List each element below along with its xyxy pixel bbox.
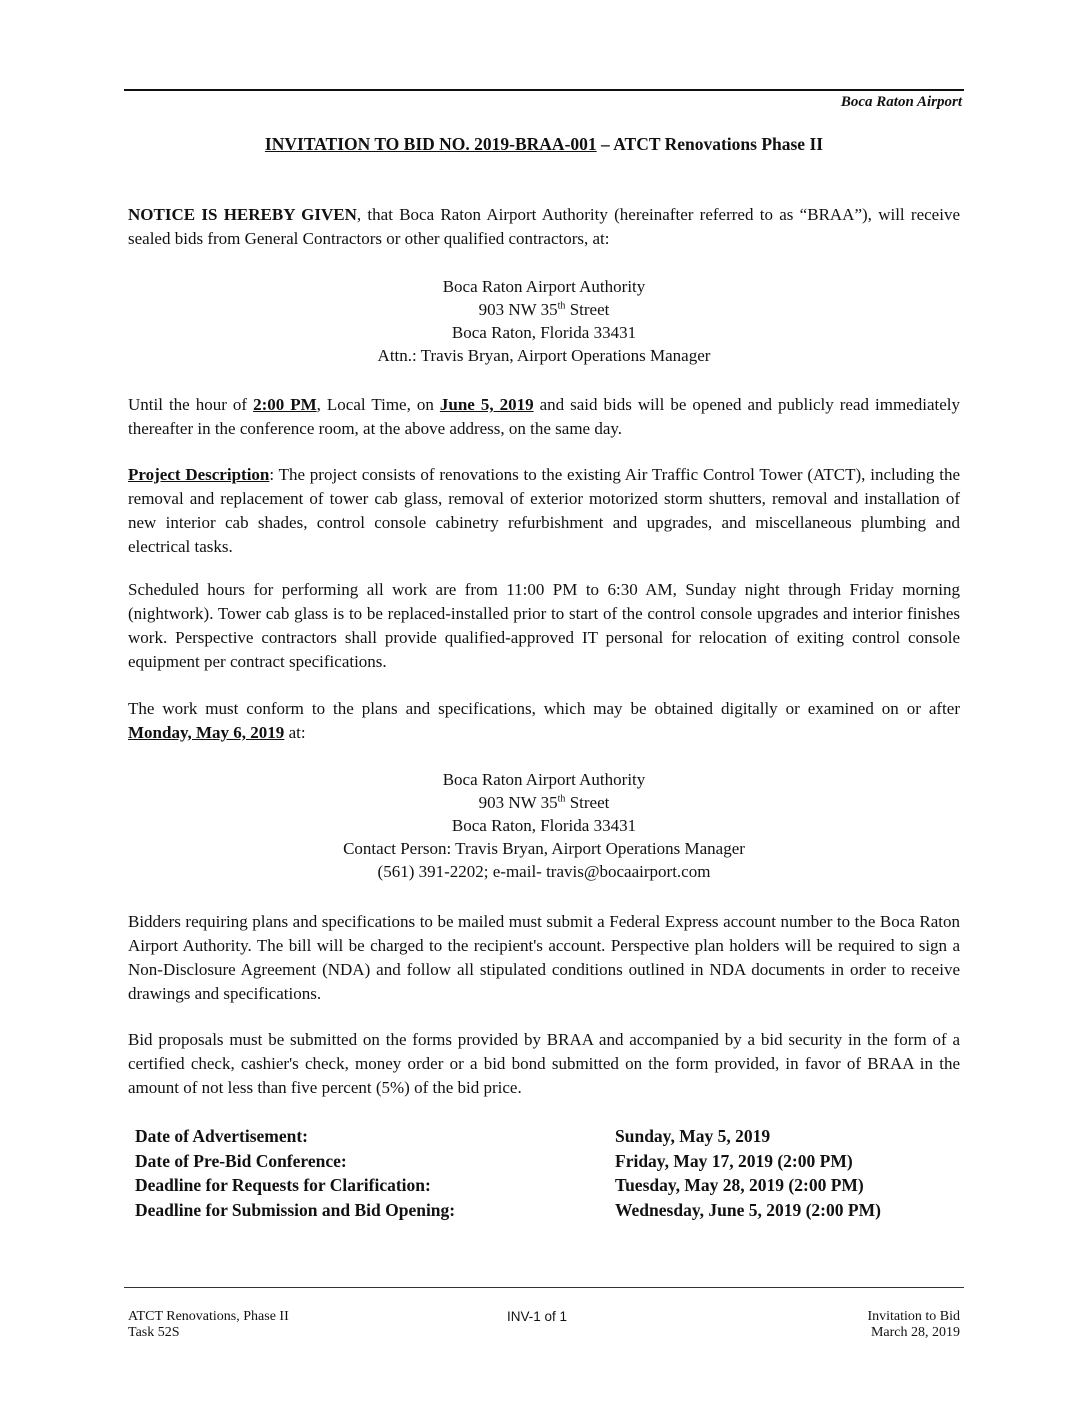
header-rule [124,89,964,91]
key-date-row [135,1173,881,1198]
key-date-label: Deadline for Submission and Bid Opening: [135,1199,456,1220]
address-attn: Attn.: Travis Bryan, Airport Operations Manager [377,346,711,365]
project-description-paragraph [128,463,960,559]
address-block-1 [0,275,1088,367]
key-date-label: Date of Advertisement: [135,1126,309,1146]
bid-time: 2:00 PM [253,395,317,414]
plans-available-date: Monday, May 6, 2019 [128,723,285,742]
key-date-value: Sunday, May 5, 2019 [615,1126,771,1146]
address-street [0,791,1088,814]
until-text-2: , Local Time, on [316,395,440,414]
project-description-text: : The project consists of renovations to the existing Air Traffic Control Tower (ATCT), including the removal and replacement of tower cab glass, removal of exterior motorized storm shutters, removal and installation of new interior cab shades, control console cabinetry refurbishment and upgrades, and miscellaneous plumbing and electrical tasks. [128,465,960,556]
address-name: Boca Raton Airport Authority [442,770,646,789]
street-suffix: th [557,300,566,312]
conform-text-2: at: [284,723,306,742]
document-title [0,134,1088,155]
contact-phone-email: (561) 391-2202; e-mail- travis@bocaairport.com [377,862,711,881]
header-org: Boca Raton Airport [840,94,962,110]
bid-date: June 5, 2019 [439,395,534,414]
footer-right [867,1309,960,1341]
notice-text: , that Boca Raton Airport Authority (hereinafter referred to as “BRAA”), will receive sealed bids from General Contractors or other qualified contractors, at: [128,205,960,248]
key-date-value: Wednesday, June 5, 2019 (2:00 PM) [615,1199,881,1220]
notice-lead: NOTICE IS HEREBY GIVEN [128,205,357,224]
key-date-row [135,1149,881,1174]
contact-person: Contact Person: Travis Bryan, Airport Operations Manager [343,839,745,858]
street-number: 903 NW 35 [478,793,558,812]
footer-date: March 28, 2019 [870,1325,960,1340]
key-date-value: Tuesday, May 28, 2019 (2:00 PM) [615,1175,864,1195]
footer-rule [124,1287,964,1288]
address-city: Boca Raton, Florida 33431 [451,816,637,835]
footer-left [128,1309,289,1341]
title-bid-number: INVITATION TO BID NO. 2019-BRAA-001 [264,134,597,154]
footer-page-number: INV-1 of 1 [507,1309,568,1324]
footer-doc-type: Invitation to Bid [867,1309,960,1324]
key-date-label: Deadline for Requests for Clarification: [135,1175,431,1195]
conform-paragraph [128,697,960,745]
mailing-paragraph: Bidders requiring plans and specifications to be mailed must submit a Federal Express account number to the Boca Raton Airport Authority. The bill will be charged to the recipient's account. Perspective plan holders will be required to sign a Non-Disclosure Agreement (NDA) and follow all stipulated conditions outlined in NDA documents in order to receive drawings and specifications. [128,912,960,1003]
key-date-label: Date of Pre-Bid Conference: [135,1150,347,1171]
street-suffix: th [557,793,566,805]
address-city: Boca Raton, Florida 33431 [451,323,637,342]
until-text-1: Until the hour of [128,395,254,414]
street-number: 903 NW 35 [478,300,558,319]
key-dates-table [135,1124,881,1222]
until-paragraph [128,393,960,441]
street-name: Street [565,300,610,319]
key-date-value: Friday, May 17, 2019 (2:00 PM) [615,1150,853,1171]
footer-task: Task 52S [128,1325,180,1340]
address-street [0,298,1088,321]
notice-paragraph [128,203,960,251]
address-block-2 [0,768,1088,883]
key-date-row [135,1124,881,1149]
conform-text-1: The work must conform to the plans and specifications, which may be obtained digitally or examined on or after [128,699,960,718]
project-description-label: Project Description [128,465,270,484]
bid-proposals-paragraph: Bid proposals must be submitted on the forms provided by BRAA and accompanied by a bid security in the form of a certified check, cashier's check, money order or a bid bond submitted on the form provided, in favor of BRAA in the amount of not less than five percent (5%) of the bid price. [128,1030,960,1097]
key-date-row [135,1198,881,1223]
until-text-3: and said bids will be opened and publicly read immediately thereafter in the conference room, at the above address, on the same day. [128,395,960,438]
address-name: Boca Raton Airport Authority [442,277,646,296]
street-name: Street [565,793,610,812]
footer-project: ATCT Renovations, Phase II [128,1309,289,1324]
schedule-paragraph: Scheduled hours for performing all work are from 11:00 PM to 6:30 AM, Sunday night through Friday morning (nightwork). Tower cab glass is to be replaced-installed prior to start of the control console upgrades and interior finishes work. Perspective contractors shall provide qualified-approved IT personal for relocation of exiting control console equipment per contract specifications. [128,580,960,671]
title-project: – ATCT Renovations Phase II [596,134,824,154]
